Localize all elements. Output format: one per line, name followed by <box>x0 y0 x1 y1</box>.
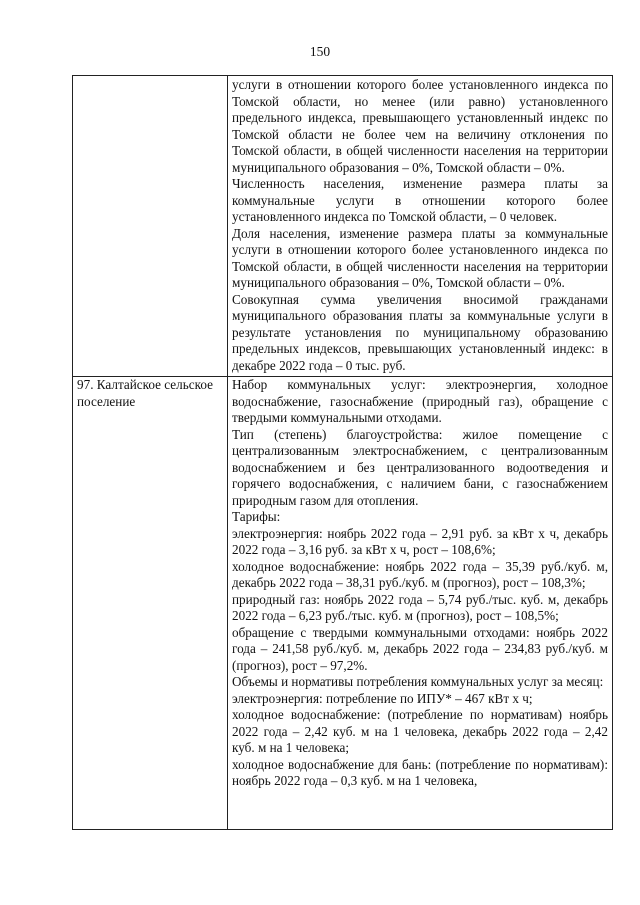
row-content-cell <box>228 76 613 377</box>
paragraph: Тарифы: <box>232 509 281 524</box>
row-name: 97. Калтайское сельское поселение <box>77 377 213 409</box>
paragraph: Совокупная сумма увеличения вносимой гражданами муниципального образования платы за коммунальные услуги в результате установления по муниципальному образованию предельных индексов, превышающих установленный индекс: в декабре 2022 года – 0 тыс. руб. <box>232 291 608 373</box>
paragraph: Тип (степень) благоустройства: жилое помещение с централизованным электроснабжением, с централизованным водоснабжением и без централизованного водоотведения и горячего водоснабжения, с наличием бани, с газоснабжением природным газом для отопления. <box>232 426 608 508</box>
paragraph: электроэнергия: потребление по ИПУ* – 467 кВт х ч; <box>232 690 533 706</box>
paragraph: Набор коммунальных услуг: электроэнергия, холодное водоснабжение, газоснабжение (природный газ), обращение с твердыми коммунальными отходами. <box>232 377 608 425</box>
row-name-cell <box>73 76 228 377</box>
table-row <box>73 76 613 377</box>
page-number: 150 <box>309 44 331 59</box>
paragraph: Доля населения, изменение размера платы за коммунальные услуги в отношении которого более установленного индекса по Томской области, в общей численности населения на территории муниципального образования – 0%, Томской области – 0%. <box>232 225 608 290</box>
row-content-cell <box>228 377 613 830</box>
paragraph: обращение с твердыми коммунальными отходами: ноябрь 2022 года – 241,58 руб./куб. м, декабрь 2022 года – 234,83 руб./куб. м (прогноз), рост – 97,2%. <box>232 624 608 673</box>
paragraph: Объемы и нормативы потребления коммунальных услуг за месяц: <box>232 674 604 689</box>
paragraph: холодное водоснабжение для бань: (потребление по нормативам): ноябрь 2022 года – 0,3 куб. м на 1 человека, <box>232 756 608 788</box>
paragraph: услуги в отношении которого более установленного индекса по Томской области, но менее (или равно) установленного предельного индекса, превышающего установленный индекс по Томской области не более чем на величину отклонения по Томской области, в общей численности населения на территории муниципального образования – 0%, Томской области – 0%. <box>232 77 608 175</box>
data-table <box>72 75 613 830</box>
paragraph: холодное водоснабжение: (потребление по нормативам) ноябрь 2022 года – 2,42 куб. м на 1 человека, декабрь 2022 года – 2,42 куб. м на 1 человека; <box>232 707 608 755</box>
row-name-cell <box>73 377 228 830</box>
paragraph: Численность населения, изменение размера платы за коммунальные услуги в отношении которого более установленного индекса по Томской области, – 0 человек. <box>232 176 608 224</box>
paragraph: природный газ: ноябрь 2022 года – 5,74 руб./тыс. куб. м, декабрь 2022 года – 6,23 руб./тыс. куб. м (прогноз), рост – 108,5%; <box>232 591 608 623</box>
paragraph: холодное водоснабжение: ноябрь 2022 года – 35,39 руб./куб. м, декабрь 2022 года – 38,31 руб./куб. м (прогноз), рост – 108,3%; <box>232 558 608 590</box>
table-row <box>73 377 613 830</box>
paragraph: электроэнергия: ноябрь 2022 года – 2,91 руб. за кВт х ч, декабрь 2022 года – 3,16 руб. за кВт х ч, рост – 108,6%; <box>232 525 608 557</box>
